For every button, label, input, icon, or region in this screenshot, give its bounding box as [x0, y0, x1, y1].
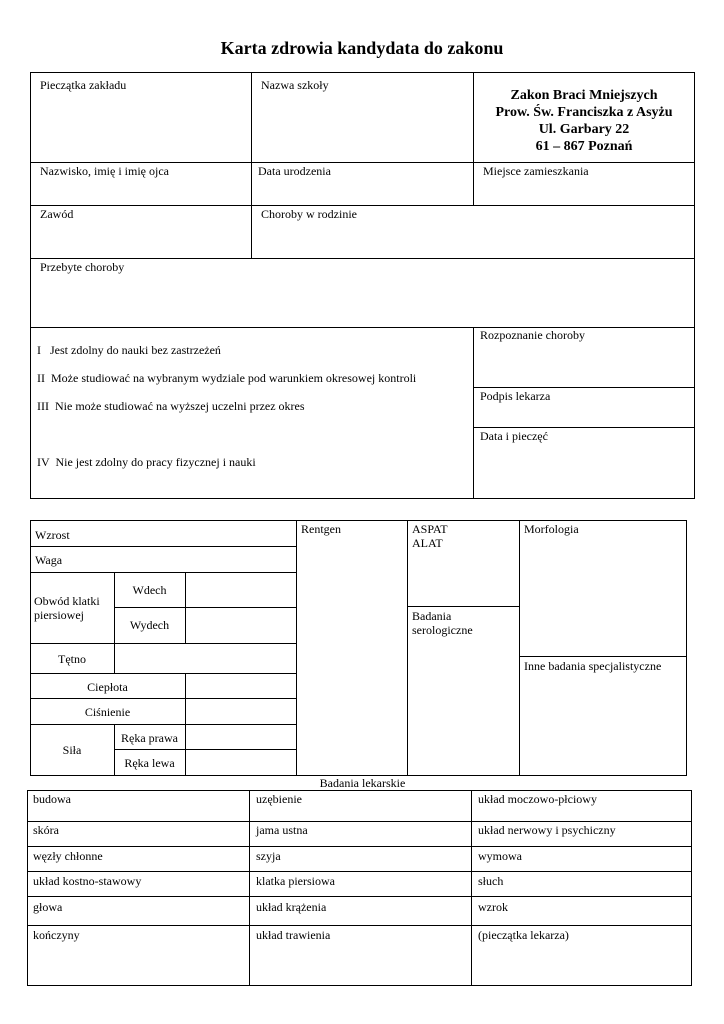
exam-cell: układ trawienia: [256, 928, 331, 942]
family-diseases-label: Choroby w rodzinie: [261, 207, 357, 221]
xray-label: Rentgen: [301, 522, 341, 536]
exams-heading: Badania lekarskie: [319, 776, 406, 790]
exam-cell: skóra: [33, 823, 59, 837]
qualification-item-1: I Jest zdolny do nauki bez zastrzeżeń: [37, 343, 221, 357]
right-hand-label: Ręka prawa: [121, 731, 178, 745]
exam-cell: wymowa: [478, 849, 522, 863]
address-line-3: Ul. Garbary 22: [538, 122, 630, 137]
exhale-label: Wydech: [129, 618, 170, 632]
specialist-exams-label: Inne badania specjalistyczne: [524, 659, 662, 673]
pulse-label: Tętno: [58, 652, 86, 666]
date-stamp-label: Data i pieczęć: [480, 429, 548, 443]
residence-label: Miejsce zamieszkania: [483, 164, 589, 178]
exam-cell: układ nerwowy i psychiczny: [478, 823, 616, 837]
exam-cell: kończyny: [33, 928, 80, 942]
qualification-item-3: III Nie może studiować na wyższej uczelni przez okres: [37, 399, 305, 413]
exam-cell: jama ustna: [256, 823, 308, 837]
exam-cell: układ kostno-stawowy: [33, 874, 142, 888]
serology-label: Badania serologiczne: [412, 609, 473, 637]
stamp-label: Pieczątka zakładu: [40, 78, 127, 92]
qualification-item-2: II Może studiować na wybranym wydziale pod warunkiem okresowej kontroli: [37, 371, 417, 385]
exam-cell: uzębienie: [256, 792, 302, 806]
alat-label: ALAT: [412, 536, 443, 550]
exam-cell: szyja: [256, 849, 281, 863]
blood-pressure-label: Ciśnienie: [84, 705, 131, 719]
exam-cell: klatka piersiowa: [256, 874, 335, 888]
qualification-item-4: IV Nie jest zdolny do pracy fizycznej i nauki: [37, 455, 256, 469]
school-name-label: Nazwa szkoły: [261, 78, 329, 92]
inhale-label: Wdech: [132, 583, 167, 597]
diagnosis-label: Rozpoznanie choroby: [480, 328, 585, 342]
morphology-label: Morfologia: [524, 522, 579, 536]
occupation-label: Zawód: [40, 207, 74, 221]
temperature-label: Ciepłota: [87, 680, 128, 694]
page-title: Karta zdrowia kandydata do zakonu: [220, 38, 504, 58]
exam-cell: budowa: [33, 792, 71, 806]
weight-label: Waga: [35, 553, 63, 567]
aspat-label: ASPAT: [412, 522, 448, 536]
past-diseases-label: Przebyte choroby: [40, 260, 125, 274]
exam-cell: słuch: [478, 874, 504, 888]
exam-cell: głowa: [33, 900, 63, 914]
height-label: Wzrost: [35, 528, 70, 542]
exam-cell: układ krążenia: [256, 900, 327, 914]
address-line-4: 61 – 867 Poznań: [535, 139, 633, 154]
birth-date-label: Data urodzenia: [258, 164, 331, 178]
left-hand-label: Ręka lewa: [124, 756, 175, 770]
order-address: [474, 87, 694, 155]
address-line-1: Zakon Braci Mniejszych: [510, 88, 658, 103]
exam-cell: wzrok: [478, 900, 508, 914]
exam-cell: układ moczowo-płciowy: [478, 792, 597, 806]
chest-label: Obwód klatki piersiowej: [34, 594, 100, 622]
doctor-stamp-cell: (pieczątka lekarza): [478, 928, 569, 942]
strength-label: Siła: [62, 743, 82, 757]
address-line-2: Prow. Św. Franciszka z Asyżu: [495, 105, 673, 120]
doctor-signature-label: Podpis lekarza: [480, 389, 551, 403]
exam-cell: węzły chłonne: [33, 849, 103, 863]
name-label: Nazwisko, imię i imię ojca: [40, 164, 169, 178]
